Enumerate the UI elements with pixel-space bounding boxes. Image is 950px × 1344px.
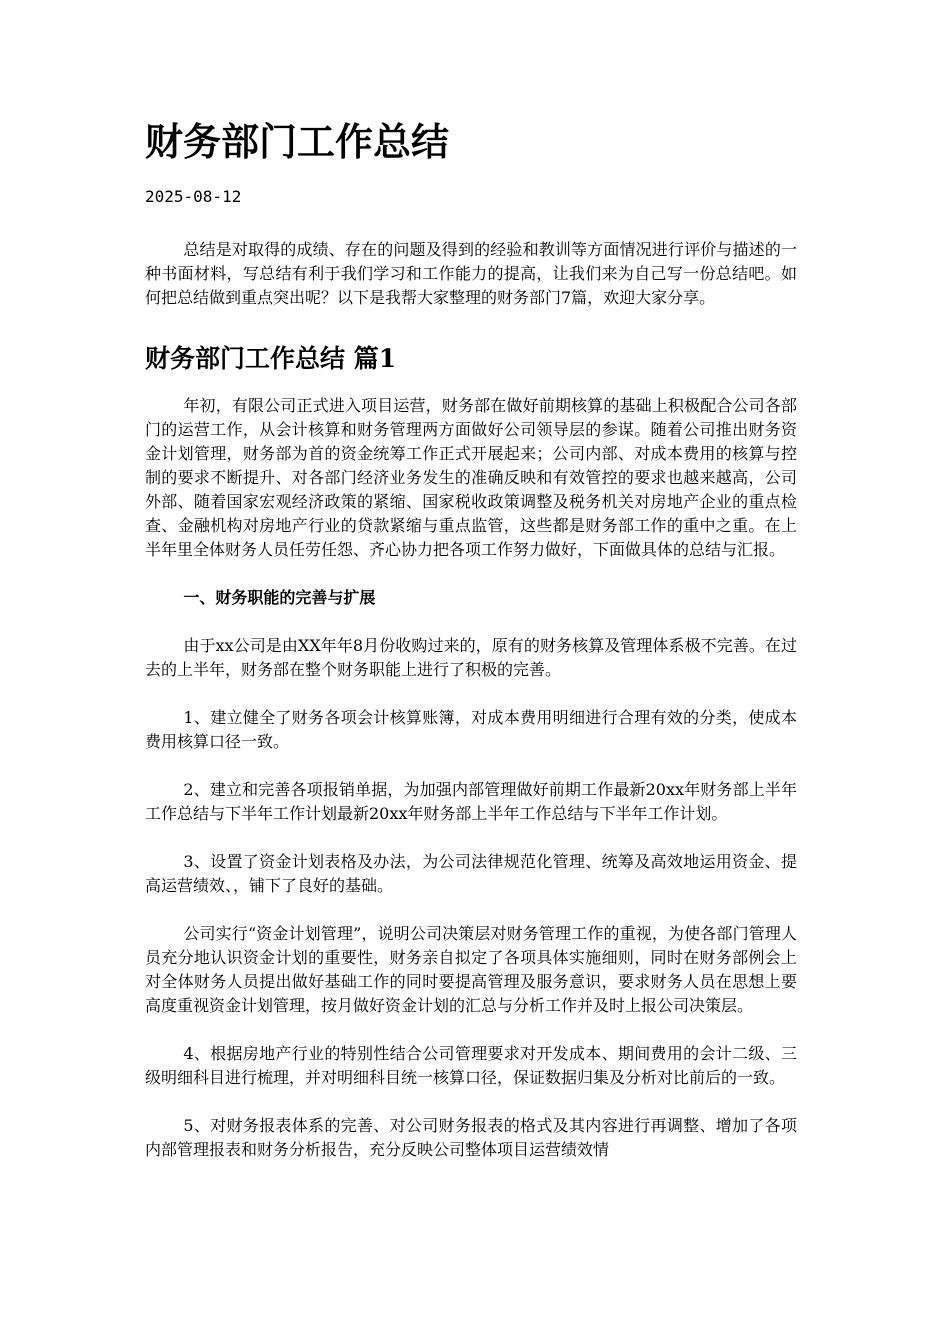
body-paragraph: 5、对财务报表体系的完善、对公司财务报表的格式及其内容进行再调整、增加了各项内部管理报表和财务分析报告，充分反映公司整体项目运营绩效情 <box>145 1116 797 1159</box>
body-paragraph: 年初，有限公司正式进入项目运营，财务部在做好前期核算的基础上积极配合公司各部门的运营工作，从会计核算和财务管理两方面做好公司领导层的参谋。随着公司推出财务资金计划管理，财务部为首的资金统筹工作正式开展起来；公司内部、对成本费用的核算与控制的要求不断提升、对各部门经济业务发生的准确反映和有效管控的要求也越来越高，公司外部、随着国家宏观经济政策的紧缩、国家税收政策调整及税务机关对房地产企业的重点检查、金融机构对房地产行业的贷款紧缩与重点监管，这些都是财务部工作的重中之重。在上半年里全体财务人员任劳任怨、齐心协力把各项工作努力做好，下面做具体的总结与汇报。 <box>145 396 797 559</box>
body-paragraph: 4、根据房地产行业的特别性结合公司管理要求对开发成本、期间费用的会计二级、三级明细科目进行梳理，并对明细科目统一核算口径，保证数据归集及分析对比前后的一致。 <box>145 1044 797 1087</box>
subsection-heading: 一、财务职能的完善与扩展 <box>183 588 376 607</box>
body-paragraph: 2、建立和完善各项报销单据，为加强内部管理做好前期工作最新20xx年财务部上半年工作总结与下半年工作计划最新20xx年财务部上半年工作总结与下半年工作计划。 <box>145 780 797 823</box>
publish-date: 2025-08-12 <box>145 187 242 206</box>
body-paragraph: 1、建立健全了财务各项会计核算账簿，对成本费用明细进行合理有效的分类，使成本费用核算口径一致。 <box>145 708 797 751</box>
intro-paragraph: 总结是对取得的成绩、存在的问题及得到的经验和教训等方面情况进行评价与描述的一种书面材料，写总结有利于我们学习和工作能力的提高，让我们来为自己写一份总结吧。如何把总结做到重点突出呢？以下是我帮大家整理的财务部门7篇，欢迎大家分享。 <box>145 240 797 307</box>
body-paragraph: 由于xx公司是由XX年年8月份收购过来的，原有的财务核算及管理体系极不完善。在过去的上半年，财务部在整个财务职能上进行了积极的完善。 <box>145 636 797 679</box>
page-title: 财务部门工作总结 <box>145 119 450 164</box>
document-page <box>145 112 797 1162</box>
section-heading: 财务部门工作总结 篇1 <box>145 344 397 373</box>
body-paragraph: 公司实行“资金计划管理”，说明公司决策层对财务管理工作的重视，为使各部门管理人员充分地认识资金计划的重要性，财务亲自拟定了各项具体实施细则，同时在财务部例会上对全体财务人员提出做好基础工作的同时要提高管理及服务意识，要求财务人员在思想上要高度重视资金计划管理，按月做好资金计划的汇总与分析工作并及时上报公司决策层。 <box>145 924 797 1015</box>
body-paragraph: 3、设置了资金计划表格及办法，为公司法律规范化管理、统筹及高效地运用资金、提高运营绩效、，铺下了良好的基础。 <box>145 852 797 895</box>
